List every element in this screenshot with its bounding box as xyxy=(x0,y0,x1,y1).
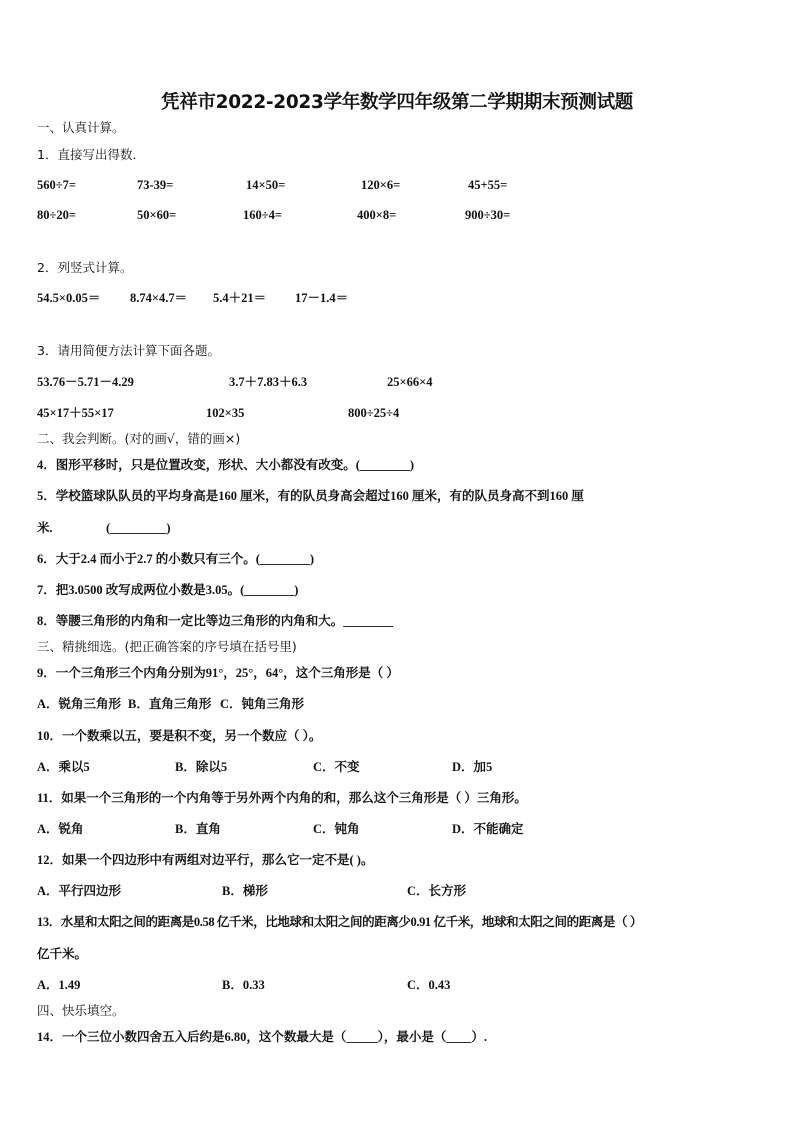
option: A．乘以5 xyxy=(37,760,90,774)
option: B．直角三角形 xyxy=(128,697,212,711)
option: D．加5 xyxy=(452,760,493,774)
option: A．平行四边形 xyxy=(37,884,122,898)
section-heading: 一、认真计算。 xyxy=(37,120,125,135)
question-continued: 米. xyxy=(37,521,53,535)
calc-item: 800÷25÷4 xyxy=(348,406,400,420)
option: A．锐角 xyxy=(37,822,84,836)
calc-item: 102×35 xyxy=(206,406,245,420)
question: 9．一个三角形三个内角分别为91°，25°，64°，这个三角形是（ ） xyxy=(37,666,399,680)
calc-item: 17－1.4＝ xyxy=(295,291,349,305)
option: A．锐角三角形 xyxy=(37,697,122,711)
option: C．0.43 xyxy=(407,978,451,992)
calc-item: 73-39= xyxy=(137,178,174,192)
question: 14．一个三位小数四舍五入后约是6.80，这个数最大是（_____），最小是（____）. xyxy=(37,1030,488,1044)
calc-item: 3.7＋7.83＋6.3 xyxy=(229,375,308,389)
calc-item: 900÷30= xyxy=(465,208,511,222)
section-heading: 三、精挑细选。(把正确答案的序号填在括号里) xyxy=(37,639,297,654)
section-heading: 四、快乐填空。 xyxy=(37,1003,125,1018)
question: 5．学校篮球队队员的平均身高是160 厘米，有的队员身高会超过160 厘米，有的队员身高不到160 厘 xyxy=(37,489,584,503)
option: C．钝角 xyxy=(313,822,360,836)
calc-item: 45×17＋55×17 xyxy=(37,406,114,420)
option: A．1.49 xyxy=(37,978,81,992)
option: C．钝角三角形 xyxy=(220,697,305,711)
question-label: 1．直接写出得数． xyxy=(37,147,145,162)
question: 13．水星和太阳之间的距离是0.58 亿千米，比地球和太阳之间的距离少0.91 亿千米，地球和太阳之间的距离是（ ） xyxy=(37,915,642,929)
option: B．0.33 xyxy=(222,978,265,992)
option: B．梯形 xyxy=(222,884,268,898)
page-title: 凭祥市2022-2023学年数学四年级第二学期期末预测试题 xyxy=(161,92,633,113)
calc-item: 14×50= xyxy=(246,178,286,192)
calc-item: 50×60= xyxy=(137,208,177,222)
calc-item: 8.74×4.7＝ xyxy=(130,291,188,305)
calc-item: 45+55= xyxy=(468,178,508,192)
option: B．除以5 xyxy=(175,760,228,774)
answer-blank: (_________) xyxy=(106,521,171,535)
question: 12．如果一个四边形中有两组对边平行，那么它一定不是( )。 xyxy=(37,853,374,867)
question: 11．如果一个三角形的一个内角等于另外两个内角的和，那么这个三角形是（ ）三角形。 xyxy=(37,791,527,805)
section-heading: 二、我会判断。(对的画√，错的画×) xyxy=(37,431,241,446)
calc-item: 53.76－5.71－4.29 xyxy=(37,375,134,389)
question-label: 3．请用简便方法计算下面各题。 xyxy=(37,343,220,358)
question: 4．图形平移时，只是位置改变，形状、大小都没有改变。(________) xyxy=(37,458,415,472)
calc-item: 120×6= xyxy=(361,178,401,192)
calc-item: 5.4＋21＝ xyxy=(213,291,267,305)
question-continued: 亿千米。 xyxy=(37,947,88,961)
calc-item: 54.5×0.05＝ xyxy=(37,291,101,305)
calc-item: 560÷7= xyxy=(37,178,76,192)
option: C．长方形 xyxy=(407,884,467,898)
option: C．不变 xyxy=(313,760,360,774)
question: 6．大于2.4 而小于2.7 的小数只有三个。(________) xyxy=(37,552,315,566)
question-label: 2．列竖式计算。 xyxy=(37,260,133,275)
question: 7．把3.0500 改写成两位小数是3.05。(________) xyxy=(37,583,299,597)
calc-item: 160÷4= xyxy=(243,208,282,222)
calc-item: 400×8= xyxy=(357,208,397,222)
question: 8．等腰三角形的内角和一定比等边三角形的内角和大。________ xyxy=(37,614,394,628)
calc-item: 80÷20= xyxy=(37,208,76,222)
option: B．直角 xyxy=(175,822,221,836)
calc-item: 25×66×4 xyxy=(387,375,433,389)
option: D．不能确定 xyxy=(452,822,524,836)
question: 10．一个数乘以五，要是积不变，另一个数应（ ）。 xyxy=(37,729,322,743)
